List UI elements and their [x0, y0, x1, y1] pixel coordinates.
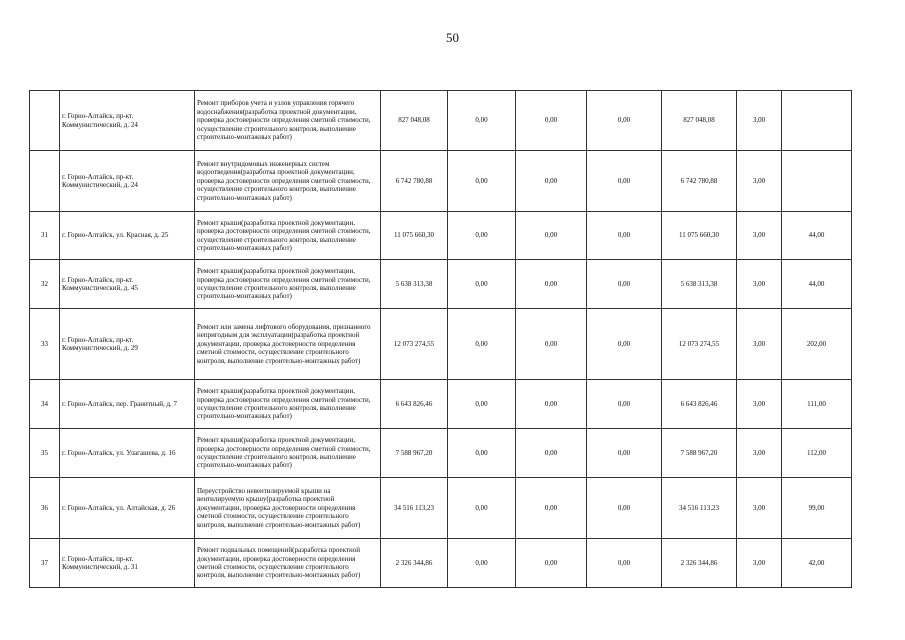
- fund-owners: 7 588 967,20: [662, 429, 737, 478]
- area-value: 44,00: [782, 212, 852, 260]
- fund-owners: 12 073 274,55: [662, 309, 737, 380]
- unit-value: 3,00: [737, 91, 782, 151]
- fund-local: 0,00: [587, 260, 662, 309]
- row-number: 34: [30, 380, 60, 429]
- work-description: Переустройство невентилируемой крыши на вентилируемую крышу(разработка проектной документации, проверка достоверности определения сметной стоимости, осуществление строительного контроля, выполнение строительно-монтажных работ): [195, 478, 381, 539]
- unit-value: 3,00: [737, 380, 782, 429]
- address-cell: г. Горно-Алтайск, пр-кт. Коммунистический, д. 29: [60, 309, 195, 380]
- fund-regional: 0,00: [516, 309, 587, 380]
- work-description: Ремонт крыши(разработка проектной документации, проверка достоверности определения сметной стоимости, осуществление строительного контроля, выполнение строительно-монтажных работ): [195, 380, 381, 429]
- table-row: [30, 539, 852, 588]
- table-row: [30, 151, 852, 212]
- area-value: 112,00: [782, 429, 852, 478]
- address-cell: г. Горно-Алтайск, ул. Алтайская, д. 26: [60, 478, 195, 539]
- fund-local: 0,00: [587, 91, 662, 151]
- unit-value: 3,00: [737, 429, 782, 478]
- fund-federal: 0,00: [448, 309, 516, 380]
- fund-federal: 0,00: [448, 478, 516, 539]
- table-row: [30, 212, 852, 260]
- table-row: [30, 91, 852, 151]
- fund-regional: 0,00: [516, 91, 587, 151]
- fund-local: 0,00: [587, 380, 662, 429]
- work-description: Ремонт крыши(разработка проектной документации, проверка достоверности определения сметной стоимости, осуществление строительного контроля, выполнение строительно-монтажных работ): [195, 429, 381, 478]
- fund-federal: 0,00: [448, 260, 516, 309]
- address-cell: г. Горно-Алтайск, пр-кт. Коммунистический, д. 24: [60, 151, 195, 212]
- area-value: [782, 91, 852, 151]
- fund-regional: 0,00: [516, 380, 587, 429]
- fund-federal: 0,00: [448, 91, 516, 151]
- fund-owners: 5 638 313,38: [662, 260, 737, 309]
- table-row: [30, 309, 852, 380]
- row-number: [30, 151, 60, 212]
- area-value: 202,00: [782, 309, 852, 380]
- fund-local: 0,00: [587, 478, 662, 539]
- address-cell: г. Горно-Алтайск, пер. Гранитный, д. 7: [60, 380, 195, 429]
- fund-local: 0,00: [587, 539, 662, 588]
- row-number: 35: [30, 429, 60, 478]
- fund-federal: 0,00: [448, 380, 516, 429]
- address-cell: г. Горно-Алтайск, пр-кт. Коммунистический, д. 24: [60, 91, 195, 151]
- area-value: 44,00: [782, 260, 852, 309]
- total-cost: 5 638 313,38: [381, 260, 448, 309]
- row-number: 32: [30, 260, 60, 309]
- area-value: [782, 151, 852, 212]
- row-number: 36: [30, 478, 60, 539]
- fund-owners: 6 742 780,88: [662, 151, 737, 212]
- fund-owners: 6 643 826,46: [662, 380, 737, 429]
- fund-owners: 2 326 344,86: [662, 539, 737, 588]
- unit-value: 3,00: [737, 212, 782, 260]
- table-row: [30, 478, 852, 539]
- fund-regional: 0,00: [516, 478, 587, 539]
- fund-regional: 0,00: [516, 429, 587, 478]
- address-cell: г. Горно-Алтайск, ул. Улагашева, д. 16: [60, 429, 195, 478]
- total-cost: 2 326 344,86: [381, 539, 448, 588]
- row-number: 37: [30, 539, 60, 588]
- total-cost: 6 742 780,88: [381, 151, 448, 212]
- capital-repair-table: [29, 90, 852, 588]
- fund-owners: 827 048,08: [662, 91, 737, 151]
- fund-local: 0,00: [587, 212, 662, 260]
- work-description: Ремонт подвальных помещений(разработка проектной документации, проверка достоверности определения сметной стоимости, осуществление строительного контроля, выполнение строительно-монтажных работ): [195, 539, 381, 588]
- unit-value: 3,00: [737, 309, 782, 380]
- fund-federal: 0,00: [448, 212, 516, 260]
- table-row: [30, 260, 852, 309]
- total-cost: 827 048,08: [381, 91, 448, 151]
- row-number: 31: [30, 212, 60, 260]
- work-description: Ремонт или замена лифтового оборудования, признанного непригодным для эксплуатации(разработка проектной документации, проверка достоверности определения сметной стоимости, осуществление строительного контроля, выполнение строительно-монтажных работ): [195, 309, 381, 380]
- fund-regional: 0,00: [516, 212, 587, 260]
- fund-regional: 0,00: [516, 151, 587, 212]
- fund-local: 0,00: [587, 429, 662, 478]
- total-cost: 34 516 113,23: [381, 478, 448, 539]
- total-cost: 6 643 826,46: [381, 380, 448, 429]
- address-cell: г. Горно-Алтайск, пр-кт. Коммунистический, д. 45: [60, 260, 195, 309]
- fund-local: 0,00: [587, 309, 662, 380]
- area-value: 111,00: [782, 380, 852, 429]
- page-number: 50: [446, 30, 459, 45]
- fund-owners: 11 075 660,30: [662, 212, 737, 260]
- work-description: Ремонт крыши(разработка проектной документации, проверка достоверности определения сметной стоимости, осуществление строительного контроля, выполнение строительно-монтажных работ): [195, 260, 381, 309]
- fund-regional: 0,00: [516, 260, 587, 309]
- total-cost: 12 073 274,55: [381, 309, 448, 380]
- table-row: [30, 429, 852, 478]
- fund-local: 0,00: [587, 151, 662, 212]
- fund-regional: 0,00: [516, 539, 587, 588]
- row-number: [30, 91, 60, 151]
- table-row: [30, 380, 852, 429]
- work-description: Ремонт крыши(разработка проектной документации, проверка достоверности определения сметной стоимости, осуществление строительного контроля, выполнение строительно-монтажных работ): [195, 212, 381, 260]
- unit-value: 3,00: [737, 151, 782, 212]
- unit-value: 3,00: [737, 260, 782, 309]
- address-cell: г. Горно-Алтайск, ул. Красная, д. 25: [60, 212, 195, 260]
- fund-federal: 0,00: [448, 539, 516, 588]
- area-value: 99,00: [782, 478, 852, 539]
- unit-value: 3,00: [737, 478, 782, 539]
- area-value: 42,00: [782, 539, 852, 588]
- fund-federal: 0,00: [448, 429, 516, 478]
- row-number: 33: [30, 309, 60, 380]
- address-cell: г. Горно-Алтайск, пр-кт. Коммунистический, д. 31: [60, 539, 195, 588]
- fund-federal: 0,00: [448, 151, 516, 212]
- work-description: Ремонт приборов учета и узлов управления горячего водоснабжения(разработка проектной документации, проверка достоверности определения сметной стоимости, осуществление строительного контроля, выполнение строительно-монтажных работ): [195, 91, 381, 151]
- unit-value: 3,00: [737, 539, 782, 588]
- work-description: Ремонт внутридомовых инженерных систем водоотведения(разработка проектной документации, проверка достоверности определения сметной стоимости, осуществление строительного контроля, выполнение строительно-монтажных работ): [195, 151, 381, 212]
- total-cost: 7 588 967,20: [381, 429, 448, 478]
- total-cost: 11 075 660,30: [381, 212, 448, 260]
- fund-owners: 34 516 113,23: [662, 478, 737, 539]
